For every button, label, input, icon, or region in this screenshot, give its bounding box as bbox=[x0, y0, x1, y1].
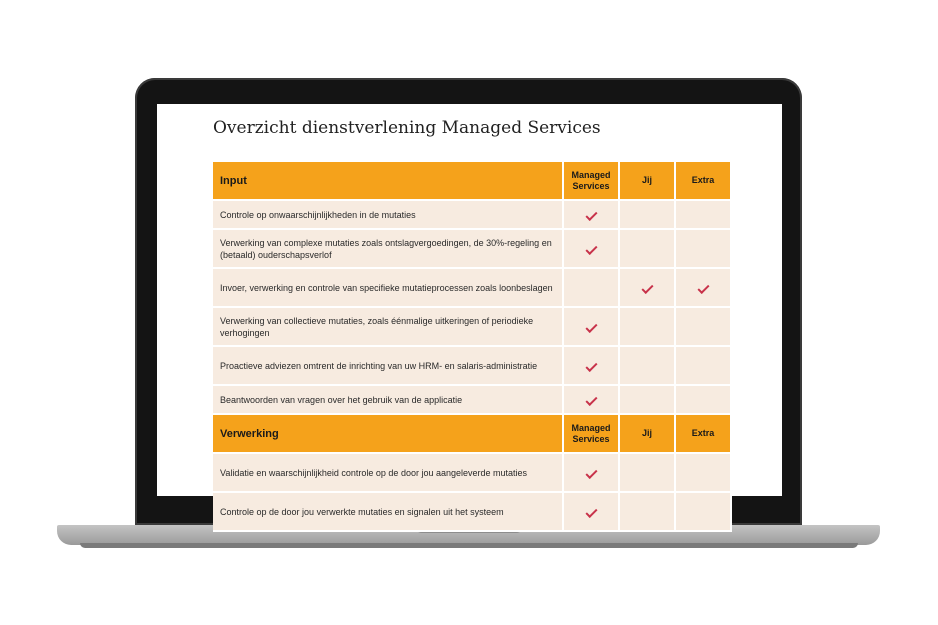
cell-jij bbox=[619, 385, 675, 414]
check-icon bbox=[641, 281, 653, 293]
cell-managed bbox=[563, 453, 619, 492]
row-description: Proactieve adviezen omtrent de inrichting van uw HRM- en salaris-administratie bbox=[213, 346, 563, 385]
row-description: Controle op onwaarschijnlijkheden in de mutaties bbox=[213, 200, 563, 229]
cell-extra bbox=[675, 346, 731, 385]
row-description: Invoer, verwerking en controle van specifieke mutatieprocessen zoals loonbeslagen bbox=[213, 268, 563, 307]
cell-managed bbox=[563, 346, 619, 385]
cell-extra bbox=[675, 268, 731, 307]
check-icon bbox=[585, 393, 597, 405]
column-header-jij: Jij bbox=[619, 162, 675, 200]
cell-extra bbox=[675, 385, 731, 414]
column-header-managed-services: Managed Services bbox=[563, 162, 619, 200]
page-title: Overzicht dienstverlening Managed Services bbox=[213, 118, 601, 138]
cell-jij bbox=[619, 229, 675, 268]
check-icon bbox=[585, 320, 597, 332]
cell-jij bbox=[619, 268, 675, 307]
cell-extra bbox=[675, 200, 731, 229]
row-description: Validatie en waarschijnlijkheid controle op de door jou aangeleverde mutaties bbox=[213, 453, 563, 492]
cell-extra bbox=[675, 229, 731, 268]
cell-extra bbox=[675, 453, 731, 492]
table-row bbox=[213, 307, 731, 346]
cell-extra bbox=[675, 307, 731, 346]
check-icon bbox=[585, 359, 597, 371]
cell-jij bbox=[619, 492, 675, 531]
section-header-verwerking bbox=[213, 414, 731, 453]
column-header-managed-services: Managed Services bbox=[563, 414, 619, 453]
cell-managed bbox=[563, 229, 619, 268]
table-row bbox=[213, 229, 731, 268]
cell-jij bbox=[619, 346, 675, 385]
column-header-extra: Extra bbox=[675, 162, 731, 200]
table-row bbox=[213, 492, 731, 531]
section-label: Input bbox=[213, 162, 563, 200]
cell-managed bbox=[563, 268, 619, 307]
row-description: Verwerking van collectieve mutaties, zoals éénmalige uitkeringen of periodieke verhogingen bbox=[213, 307, 563, 346]
column-header-jij: Jij bbox=[619, 414, 675, 453]
cell-jij bbox=[619, 453, 675, 492]
laptop-screen[interactable] bbox=[157, 104, 782, 517]
row-description: Beantwoorden van vragen over het gebruik van de applicatie bbox=[213, 385, 563, 414]
laptop-base-shadow bbox=[80, 543, 858, 548]
cell-managed bbox=[563, 307, 619, 346]
table-row bbox=[213, 268, 731, 307]
table-row bbox=[213, 200, 731, 229]
check-icon bbox=[585, 242, 597, 254]
section-label: Verwerking bbox=[213, 414, 563, 453]
cell-jij bbox=[619, 307, 675, 346]
check-icon bbox=[585, 208, 597, 220]
check-icon bbox=[585, 505, 597, 517]
section-header-input bbox=[213, 162, 731, 200]
check-icon bbox=[697, 281, 709, 293]
cell-jij bbox=[619, 200, 675, 229]
column-header-extra: Extra bbox=[675, 414, 731, 453]
cell-extra bbox=[675, 492, 731, 531]
table-row bbox=[213, 453, 731, 492]
row-description: Controle op de door jou verwerkte mutaties en signalen uit het systeem bbox=[213, 492, 563, 531]
table-row bbox=[213, 385, 731, 414]
services-table bbox=[213, 162, 732, 532]
cell-managed bbox=[563, 385, 619, 414]
row-description: Verwerking van complexe mutaties zoals ontslagvergoedingen, de 30%-regeling en (betaald) ouderschapsverlof bbox=[213, 229, 563, 268]
table-row bbox=[213, 346, 731, 385]
cell-managed bbox=[563, 492, 619, 531]
check-icon bbox=[585, 466, 597, 478]
cell-managed bbox=[563, 200, 619, 229]
